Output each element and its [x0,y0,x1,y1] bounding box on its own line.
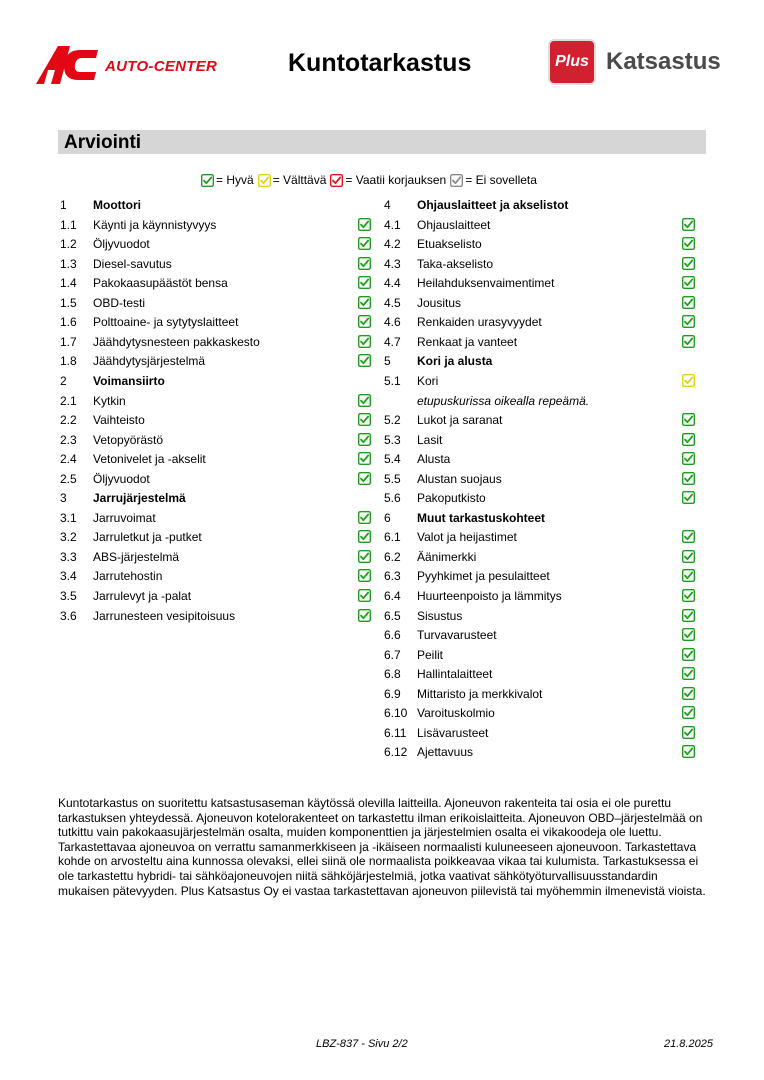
item-label: Ohjauslaitteet [417,217,491,232]
checkbox-good-icon [358,530,371,543]
item-label: Vetonivelet ja -akselit [93,452,206,467]
item-label: Kori [417,373,439,388]
legend-item-na [450,173,537,187]
item-number: 2.4 [60,452,77,467]
checkbox-good-icon [358,394,371,407]
item-number: 4.4 [384,276,401,291]
item-label: Vaihteisto [93,413,145,428]
checkbox-good-icon [682,609,695,622]
checkbox-good-icon [682,569,695,582]
item-number: 3.1 [60,510,77,525]
ac-logo-mark [36,44,106,86]
item-label: ABS-järjestelmä [93,549,180,564]
checkbox-good-icon [682,530,695,543]
plus-badge: Plus [548,39,596,85]
item-label: Valot ja heijastimet [417,530,517,545]
checklist-row [384,235,709,253]
item-label: Renkaiden urasyvyydet [417,315,542,330]
ac-logo-mark-text: AC [36,44,38,45]
item-number: 4.2 [384,237,401,252]
checklist-row [384,704,709,722]
checkbox-good-icon [682,667,695,680]
item-label: Jarruletkut ja -putket [93,530,202,545]
item-label: Moottori [93,198,141,212]
item-label: Turvavarusteet [417,628,497,643]
checklist-row [384,333,709,351]
footer-page-info: LBZ-837 - Sivu 2/2 [316,1038,408,1050]
legend-label: = Hyvä [216,173,254,187]
checklist-row [384,431,709,449]
checklist-row [384,724,709,742]
legend-item-fair [258,173,327,187]
item-number: 1.4 [60,276,77,291]
checkbox-good-icon [682,257,695,270]
checklist-row [384,587,709,605]
item-number: 4.5 [384,295,401,310]
checklist-row [384,274,709,292]
item-label: Varoituskolmio [417,706,495,721]
item-number: 6.1 [384,530,401,545]
checkbox-good-icon [682,296,695,309]
item-number: 2.2 [60,413,77,428]
checklist-group-header [384,509,709,527]
checklist-row [60,274,385,292]
checklist-group-header [60,196,385,214]
item-label: Jarruvoimat [93,510,156,525]
checklist-row [384,411,709,429]
checklist-group-header [384,196,709,214]
checkbox-good-icon [358,237,371,250]
item-number: 2.1 [60,393,77,408]
item-number: 5.4 [384,452,401,467]
item-number: 1.1 [60,217,77,232]
checkbox-good-icon [682,628,695,641]
legend-label: = Ei sovelleta [465,173,537,187]
checkbox-repair-icon [330,174,343,187]
checklist-row [60,567,385,585]
checklist-row [60,548,385,566]
checklist-row [60,450,385,468]
checklist-row [60,431,385,449]
item-label: Öljyvuodot [93,471,150,486]
checklist-row [60,470,385,488]
checkbox-good-icon [682,648,695,661]
checkbox-good-icon [358,257,371,270]
checklist-row [384,685,709,703]
checklist-row [384,743,709,761]
item-label: Huurteenpoisto ja lämmitys [417,589,562,603]
checklist-row [60,607,385,625]
checklist-row [384,294,709,312]
item-label: Käynti ja käynnistyvyys [93,217,217,232]
item-label: Alusta [417,452,451,467]
item-number: 4.1 [384,217,401,232]
checkbox-good-icon [358,315,371,328]
item-number: 3.2 [60,530,77,545]
checkbox-good-icon [682,218,695,231]
section-header-bar [58,130,706,154]
item-label: Sisustus [417,608,463,623]
plus-katsastus-logo [548,38,730,90]
checklist-row [384,567,709,585]
item-label: Lasit [417,432,443,447]
checkbox-good-icon [682,745,695,758]
disclaimer-text: Kuntotarkastus on suoritettu katsastusaseman käytössä olevilla laitteilla. Ajoneuvon rakenteita tai osia ei ole purettu tarkastuksen yhteydessä. Ajoneuvon kotelorakenteet on tarkastettu ilman erikoislaitteita. Ajoneuvon OBD–järjestelmää on tutkittu vain pakokaasujärjestelmän osalta, muiden komponenttien ja järjestelmien osalta ei vikakoodeja ole luettu. Tarkastettavaa ajoneuvoa on verrattu samanmerkkiseen ja -ikäiseen normaalisti kuluneeseen ajoneuvoon. Tarkastettava kohde on arvosteltu aina kunnossa olevaksi, ellei siinä ole normaalista poikkeavaa vikaa tai kulumista. Tarkastuksessa ei ole tarkastettu hybridi- tai sähköajoneuvojen niitä sähköjärjestelmiä, jotka vaativat sähkötyöturvallisuusstandardin mukaisen pätevyyden. Plus Katsastus Oy ei vastaa tarkastettavan ajoneuvon piilevistä tai myöhemmin ilmenevistä vioista. [58,796,706,898]
item-label: Pakoputkisto [417,491,486,506]
checklist-row [384,255,709,273]
checklist-row [60,255,385,273]
checkbox-good-icon [682,237,695,250]
item-label: Diesel-savutus [93,256,172,271]
checkbox-good-icon [682,550,695,563]
item-number: 3.5 [60,589,77,603]
item-number: 5.2 [384,413,401,428]
checkbox-na-icon [450,174,463,187]
item-number: 6.2 [384,549,401,564]
checklist-group-header [384,352,709,370]
checklist-row [60,509,385,527]
checklist-row [60,528,385,546]
checkbox-good-icon [358,472,371,485]
item-number: 2.5 [60,471,77,486]
item-number: 5.6 [384,491,401,506]
checklist-row [384,450,709,468]
item-label: etupuskurissa oikealla repeämä. [417,393,590,408]
checklist-row [384,607,709,625]
checklist-row [384,216,709,234]
item-number: 4.7 [384,334,401,349]
item-number: 6.8 [384,667,401,682]
checklist-row [384,646,709,664]
item-number: 1.6 [60,315,77,330]
item-label: Äänimerkki [417,549,477,564]
checklist-row [384,470,709,488]
item-number: 3 [60,491,67,506]
checkbox-good-icon [682,452,695,465]
item-label: Muut tarkastuskohteet [417,510,546,525]
checklist-row [60,411,385,429]
item-number: 1.7 [60,334,77,349]
item-label: Polttoaine- ja sytytyslaitteet [93,315,239,330]
item-number: 6.4 [384,589,401,603]
item-label: Heilahduksenvaimentimet [417,276,555,291]
item-number: 3.4 [60,569,77,584]
legend-item-repair [330,173,446,187]
item-number: 6.11 [384,725,407,740]
checkbox-good-icon [682,433,695,446]
item-label: Lukot ja saranat [417,413,503,428]
checkbox-good-icon [358,589,371,602]
item-number: 1.5 [60,295,77,310]
checkbox-good-icon [682,472,695,485]
item-number: 4 [384,198,391,212]
checklist-row [60,352,385,370]
checklist-row [384,665,709,683]
item-number: 5.1 [384,373,401,388]
item-number: 4.6 [384,315,401,330]
checkbox-good-icon [358,335,371,348]
item-label: Jäähdytysnesteen pakkaskesto [93,334,260,349]
item-number: 1.3 [60,256,77,271]
checklist-row [384,372,709,390]
checkbox-good-icon [358,511,371,524]
item-number: 6.6 [384,628,401,643]
item-number: 4.3 [384,256,401,271]
checkbox-good-icon [358,276,371,289]
page-title: Kuntotarkastus [288,49,472,77]
item-number: 6.12 [384,745,408,760]
katsastus-logo-text: Katsastus [606,48,721,75]
legend-label: = Vaatii korjauksen [345,173,447,187]
item-label: Peilit [417,647,444,662]
checkbox-fair-icon [682,374,695,387]
checkbox-good-icon [358,550,371,563]
checkbox-good-icon [682,706,695,719]
item-label: Jarrulevyt ja -palat [93,589,192,603]
item-label: Pyyhkimet ja pesulaitteet [417,569,550,584]
checkbox-good-icon [682,335,695,348]
checkbox-good-icon [682,413,695,426]
checklist-row [60,333,385,351]
item-label: Alustan suojaus [417,471,502,486]
item-number: 2.3 [60,432,77,447]
item-number: 6.7 [384,647,401,662]
item-label: Etuakselisto [417,237,482,252]
checklist-row [60,235,385,253]
item-number: 5.5 [384,471,401,486]
checklist-row [384,528,709,546]
checkbox-good-icon [358,609,371,622]
item-label: Kori ja alusta [417,354,493,369]
checklist-row [60,313,385,331]
checkbox-good-icon [358,413,371,426]
checkbox-good-icon [682,589,695,602]
item-label: Öljyvuodot [93,237,150,252]
item-label: Voimansiirto [93,373,165,388]
checklist-row [384,548,709,566]
checkbox-good-icon [358,354,371,367]
item-number: 1.2 [60,237,77,252]
item-label: Taka-akselisto [417,256,494,271]
item-number: 1.8 [60,354,77,369]
checkbox-good-icon [682,276,695,289]
checkbox-good-icon [358,433,371,446]
checkbox-fair-icon [258,174,271,187]
checklist-row [384,626,709,644]
item-label: Pakokaasupäästöt bensa [93,276,228,291]
item-number: 1 [60,198,67,212]
item-number: 6.9 [384,686,401,701]
item-number: 6.5 [384,608,401,623]
checklist-group-header [60,372,385,390]
item-number: 6 [384,510,391,525]
item-number: 5 [384,354,391,369]
checkbox-good-icon [682,491,695,504]
checkbox-good-icon [358,452,371,465]
item-number: 3.6 [60,608,77,623]
item-number: 3.3 [60,549,77,564]
checklist-row [384,489,709,507]
checklist-row [384,313,709,331]
checkbox-good-icon [201,174,214,187]
checklist-note [384,392,709,410]
checklist-row [60,587,385,605]
checklist-group-header [60,489,385,507]
legend-item-good [201,173,254,187]
checklist-row [60,392,385,410]
item-label: OBD-testi [93,295,146,310]
item-number: 6.10 [384,706,408,721]
item-label: Jarrutehostin [93,569,163,584]
item-label: Lisävarusteet [417,725,489,740]
item-label: Jarrujärjestelmä [93,491,186,506]
item-label: Vetopyörästö [93,432,164,447]
checkbox-good-icon [682,726,695,739]
item-label: Hallintalaitteet [417,667,493,682]
item-label: Jousitus [417,295,462,310]
item-label: Renkaat ja vanteet [417,334,518,349]
section-title: Arviointi [64,132,142,153]
checkbox-good-icon [682,315,695,328]
item-label: Jarrunesteen vesipitoisuus [93,608,236,623]
item-number: 6.3 [384,569,401,584]
auto-center-logo [36,44,222,86]
auto-center-logo-text: AUTO-CENTER [105,58,218,75]
item-number: 2 [60,373,67,388]
checkbox-good-icon [358,218,371,231]
item-label: Mittaristo ja merkkivalot [417,686,543,701]
item-number: 5.3 [384,432,401,447]
checkbox-good-icon [682,687,695,700]
item-label: Ajettavuus [417,745,474,760]
footer-date: 21.8.2025 [664,1038,713,1050]
checklist-row [60,294,385,312]
item-label: Ohjauslaitteet ja akselistot [417,198,569,212]
status-legend [201,173,541,187]
item-label: Jäähdytysjärjestelmä [93,354,206,369]
checkbox-good-icon [358,569,371,582]
checklist-row [60,216,385,234]
legend-label: = Välttävä [272,173,327,187]
item-label: Kytkin [93,393,126,408]
checkbox-good-icon [358,296,371,309]
